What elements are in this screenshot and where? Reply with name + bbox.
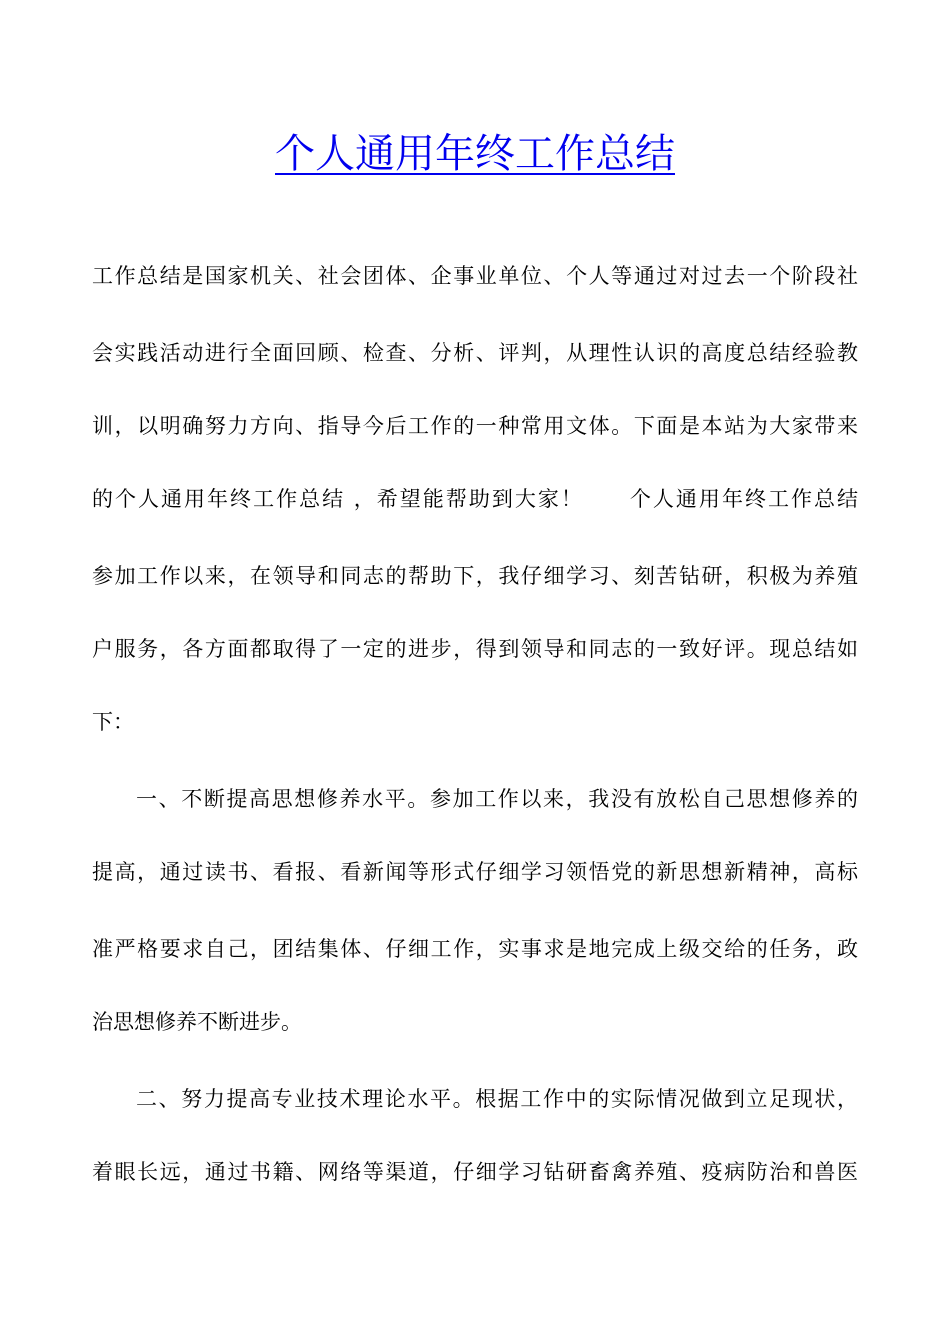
- section-one-line: 一、不断提高思想修养水平。参加工作以来，我没有放松自己思想修养的: [136, 787, 858, 811]
- paragraph-line: 的个人通用年终工作总结 ，希望能帮助到大家！ 个人通用年终工作总结: [92, 487, 858, 511]
- paragraph-line: 下：: [92, 710, 134, 734]
- document-title[interactable]: 个人通用年终工作总结: [275, 131, 675, 177]
- paragraph-line: 提高，通过读书、看报、看新闻等形式仔细学习领悟党的新思想新精神，高标: [92, 860, 858, 884]
- paragraph-line: 训，以明确努力方向、指导今后工作的一种常用文体。下面是本站为大家带来: [92, 414, 858, 438]
- section-two-line: 二、努力提高专业技术理论水平。根据工作中的实际情况做到立足现状，: [136, 1087, 858, 1111]
- paragraph-line: 治思想修养不断进步。: [92, 1010, 302, 1034]
- paragraph-line: 会实践活动进行全面回顾、检查、分析、评判，从理性认识的高度总结经验教: [92, 341, 858, 365]
- paragraph-line: 工作总结是国家机关、社会团体、企事业单位、个人等通过对过去一个阶段社: [92, 264, 858, 288]
- paragraph-line: 参加工作以来，在领导和同志的帮助下，我仔细学习、刻苦钻研，积极为养殖: [92, 564, 858, 588]
- paragraph-line: 着眼长远，通过书籍、网络等渠道，仔细学习钻研畜禽养殖、疫病防治和兽医: [92, 1160, 858, 1184]
- paragraph-line: 户服务，各方面都取得了一定的进步，得到领导和同志的一致好评。现总结如: [92, 637, 858, 661]
- paragraph-line: 准严格要求自己，团结集体、仔细工作，实事求是地完成上级交给的任务，政: [92, 937, 858, 961]
